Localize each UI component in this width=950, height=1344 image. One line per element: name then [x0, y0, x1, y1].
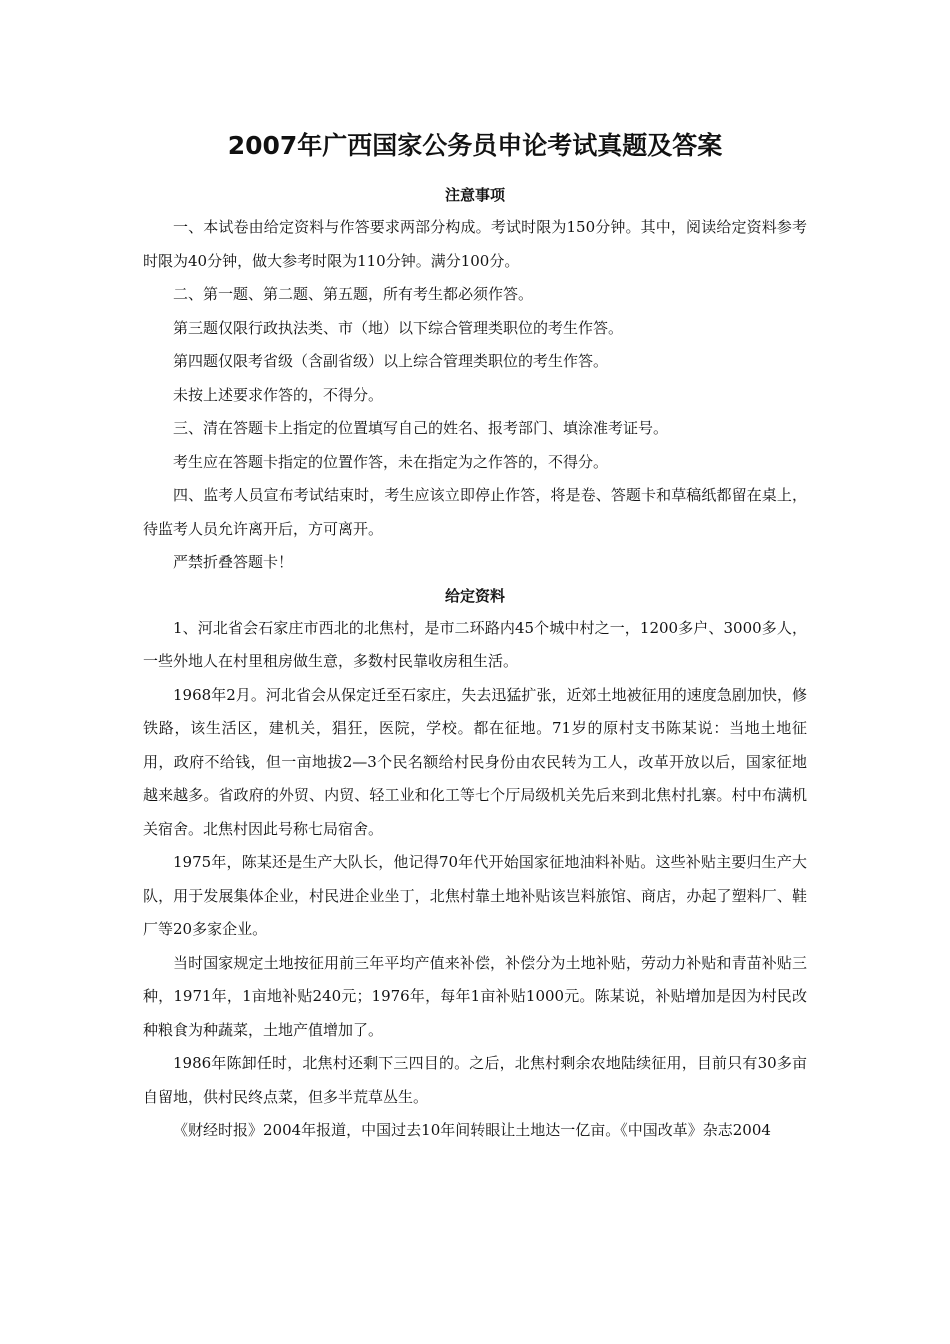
material-paragraph: 1968年2月。河北省会从保定迁至石家庄，失去迅猛扩张，近郊土地被征用的速度急剧加快，修铁路，该生活区，建机关，猖狂，医院，学校。都在征地。71岁的原村支书陈某说：当地土地征用，政府不给钱，但一亩地拔2—3个民名额给村民身份由农民转为工人，改革开放以后，国家征地越来越多。省政府的外贸、内贸、轻工业和化工等七个厅局级机关先后来到北焦村扎寨。村中布满机关宿舍。北焦村因此号称七局宿舍。 [143, 685, 807, 838]
notice-heading: 注意事项 [444, 186, 505, 204]
notice-paragraph: 四、监考人员宣布考试结束时，考生应该立即停止作答，将是卷、答题卡和草稿纸都留在桌上，待监考人员允许离开后，方可离开。 [143, 486, 807, 538]
notice-paragraph: 一、本试卷由给定资料与作答要求两部分构成。考试时限为150分钟。其中，阅读给定资料参考时限为40分钟，做大参考时限为110分钟。满分100分。 [143, 218, 807, 270]
notice-paragraph: 二、第一题、第二题、第五题，所有考生都必须作答。 [173, 285, 534, 303]
notice-paragraph: 未按上述要求作答的，不得分。 [173, 385, 384, 404]
material-paragraph: 1986年陈卸任时，北焦村还剩下三四目的。之后，北焦村剩余农地陆续征用，目前只有30多亩自留地，供村民终点菜，但多半荒草丛生。 [143, 1054, 807, 1106]
notice-paragraph: 第四题仅限考省级（含副省级）以上综合管理类职位的考生作答。 [173, 352, 609, 370]
document-page [143, 128, 807, 1148]
document-title: 2007年广西国家公务员申论考试真题及答案 [227, 131, 723, 160]
notice-paragraph: 第三题仅限行政执法类、市（地）以下综合管理类职位的考生作答。 [173, 318, 624, 337]
material-paragraph: 当时国家规定土地按征用前三年平均产值来补偿，补偿分为土地补贴，劳动力补贴和青苗补贴三种，1971年，1亩地补贴240元；1976年，每年1亩补贴1000元。陈某说，补贴增加是因为村民改种粮食为种蔬菜，土地产值增加了。 [143, 953, 807, 1039]
notice-paragraph: 考生应在答题卡指定的位置作答，未在指定为之作答的，不得分。 [173, 452, 609, 471]
materials-heading: 给定资料 [444, 586, 505, 605]
material-paragraph: 1975年，陈某还是生产大队长，他记得70年代开始国家征地油料补贴。这些补贴主要归生产大队，用于发展集体企业，村民进企业坐丁，北焦村靠土地补贴该岂料旅馆、商店，办起了塑料厂、鞋厂等20多家企业。 [143, 853, 807, 938]
material-paragraph: 1、河北省会石家庄市西北的北焦村，是市二环路内45个城中村之一，1200多户、3000多人，一些外地人在村里租房做生意，多数村民靠收房租生活。 [143, 618, 807, 670]
notice-paragraph: 严禁折叠答题卡！ [173, 553, 294, 571]
notice-paragraph: 三、清在答题卡上指定的位置填写自己的姓名、报考部门、填涂准考证号。 [173, 419, 669, 437]
material-paragraph: 《财经时报》2004年报道，中国过去10年间转眼让土地达一亿亩。《中国改革》杂志2004 [173, 1121, 771, 1139]
